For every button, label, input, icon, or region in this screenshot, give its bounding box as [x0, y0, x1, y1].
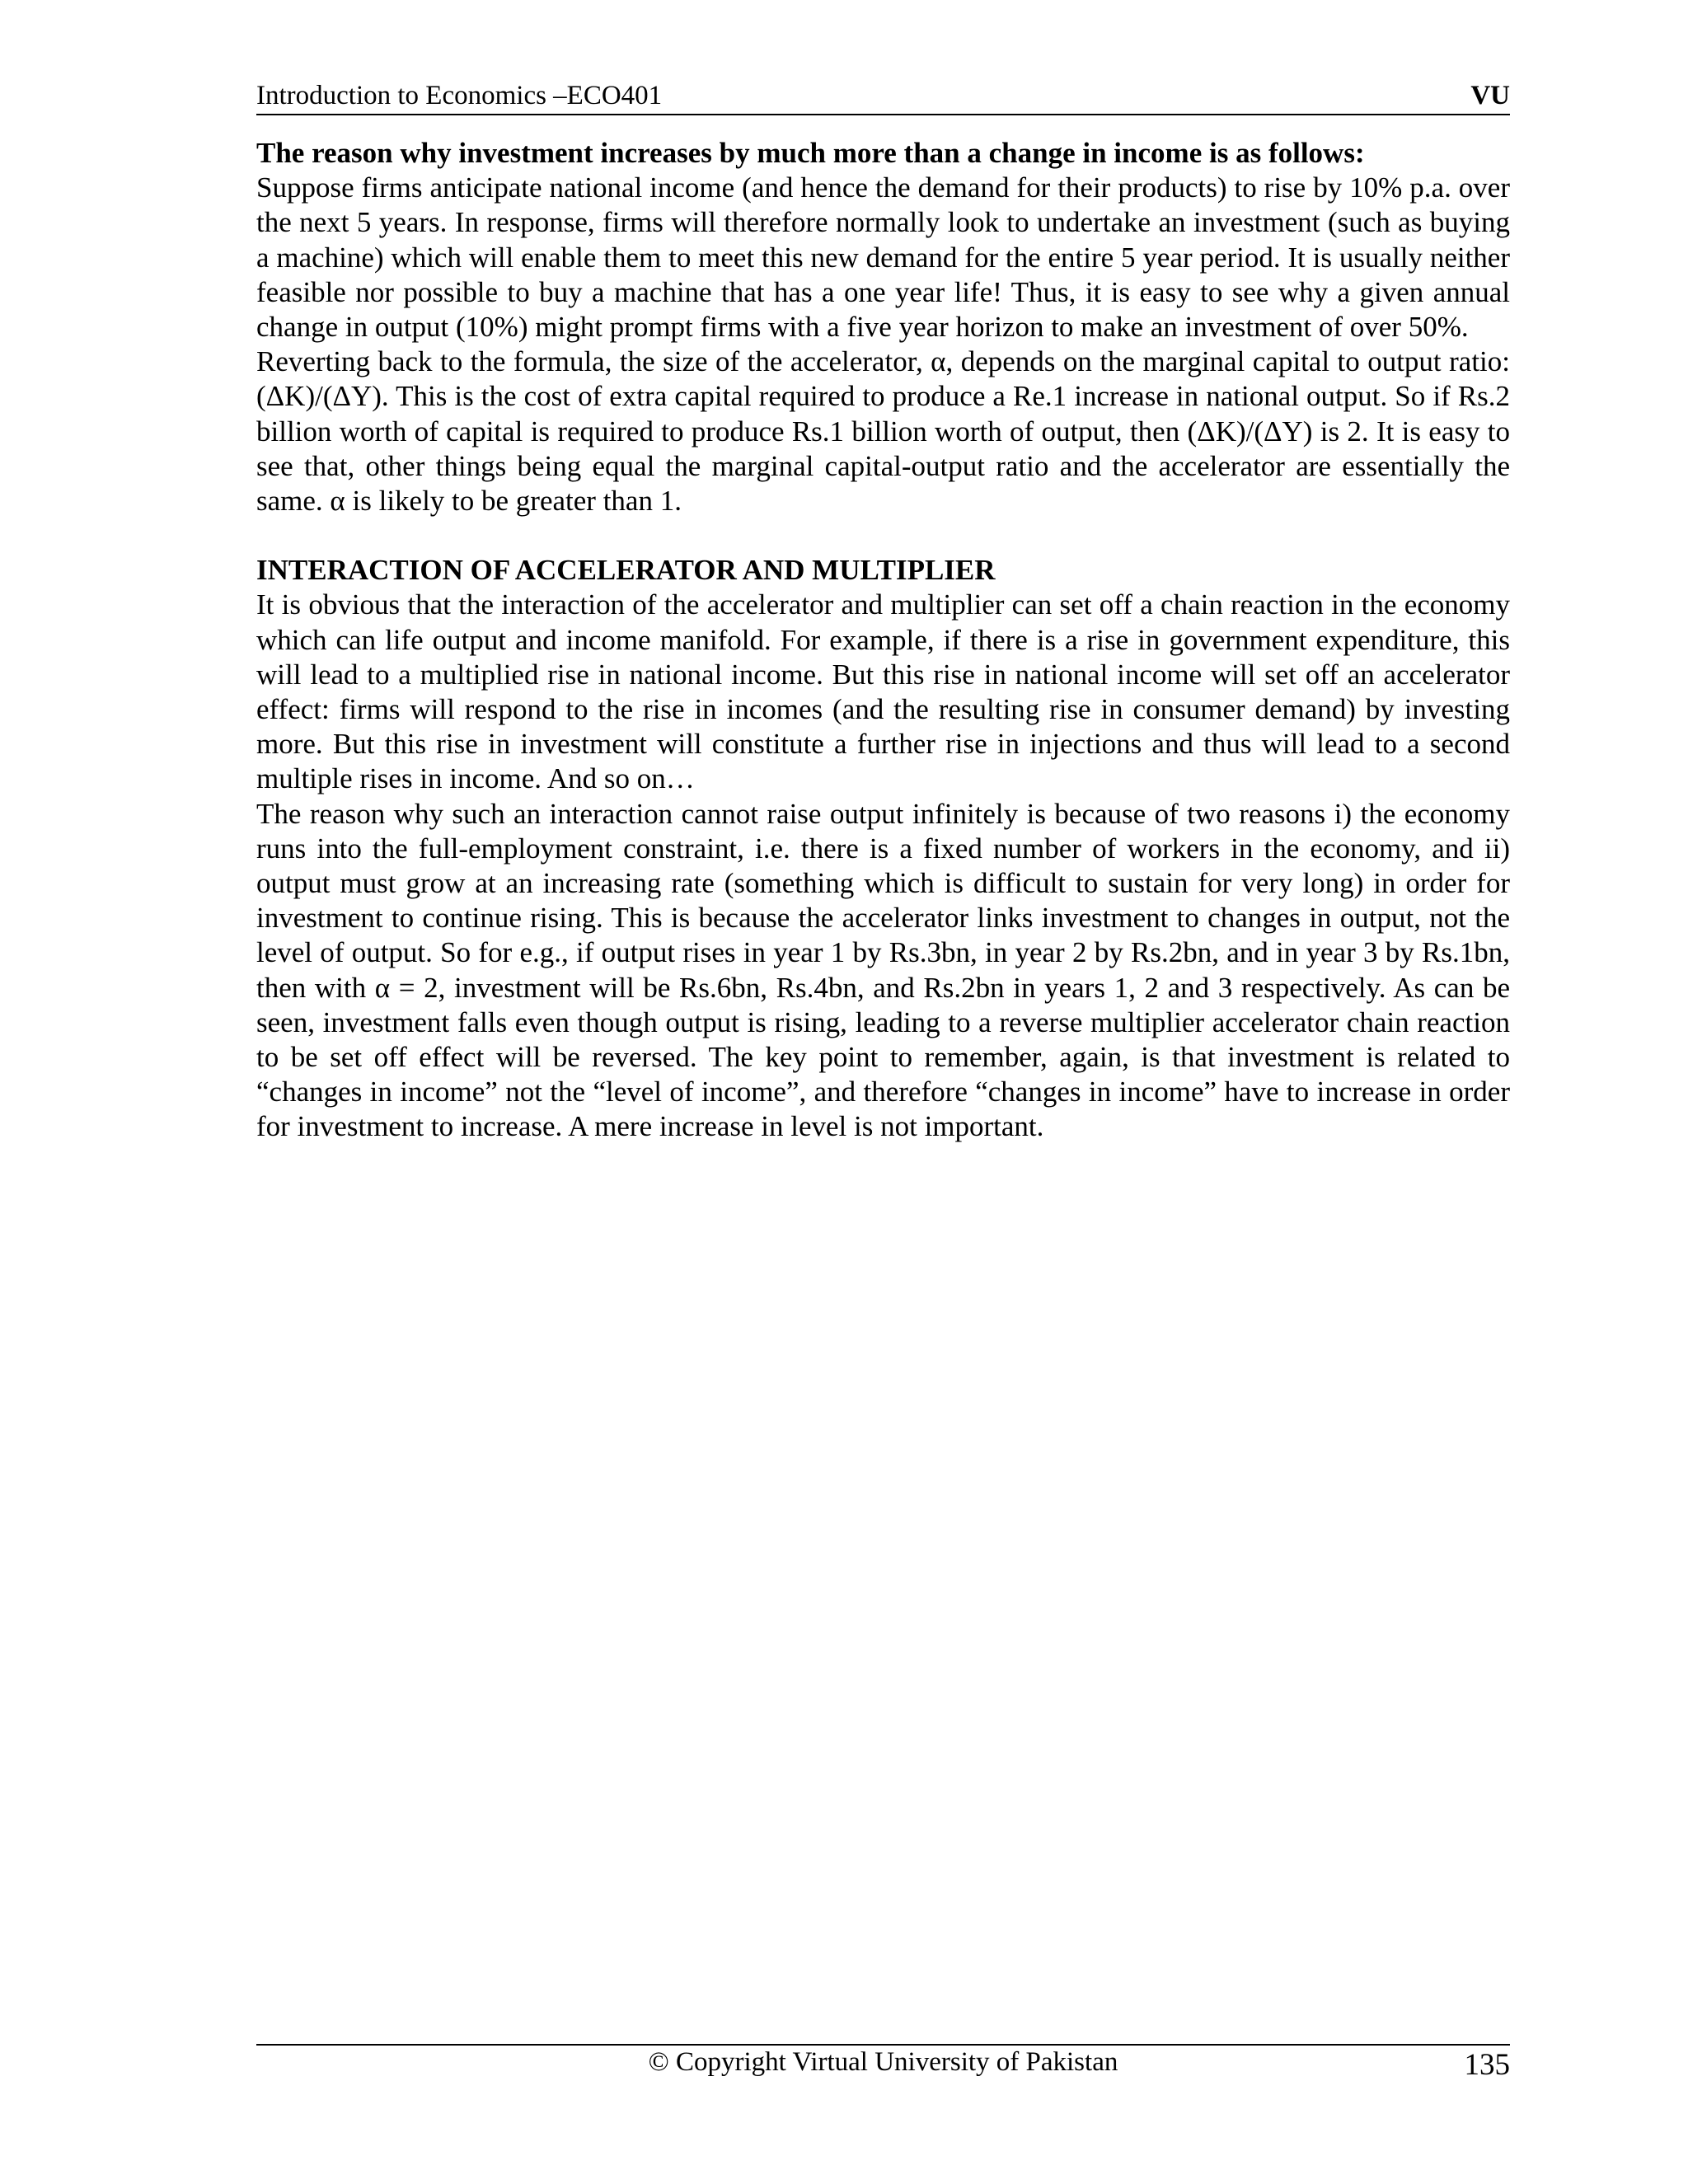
course-title: Introduction to Economics –ECO401 [256, 81, 663, 110]
paragraph-output-limits: The reason why such an interaction cannot raise output infinitely is because of two reasons i) the economy runs into the full-employment constraint, i.e. there is a fixed number of workers in the economy, and ii) output must grow at an increasing rate (something which is difficult to sustain for very long) in order for investment to continue rising. This is because the accelerator links investment to changes in output, not the level of output. So for e.g., if output rises in year 1 by Rs.3bn, in year 2 by Rs.2bn, and in year 3 by Rs.1bn, then with α = 2, investment will be Rs.6bn, Rs.4bn, and Rs.2bn in years 1, 2 and 3 respectively. As can be seen, investment falls even though output is rising, leading to a reverse multiplier accelerator chain reaction to be set off effect will be reversed. The key point to remember, again, is that investment is related to “changes in income” not the “level of income”, and therefore “changes in income” have to increase in order for investment to increase. A mere increase in level is not important. [256, 797, 1510, 1143]
page-number: 135 [1464, 2048, 1510, 2082]
paragraph-anticipated-income: Suppose firms anticipate national income (and hence the demand for their products) to rise by 10% p.a. over the next 5 years. In response, firms will therefore normally look to undertake an investment (such as buying a machine) which will enable them to meet this new demand for the entire 5 year period. It is usually neither feasible nor possible to buy a machine that has a one year life! Thus, it is easy to see why a given annual change in output (10%) might prompt firms with a five year horizon to make an investment of over 50%. [256, 171, 1510, 344]
paragraph-chain-reaction: It is obvious that the interaction of the accelerator and multiplier can set off a chain reaction in the economy which can life output and income manifold. For example, if there is a rise in government expenditure, this will lead to a multiplied rise in national income. But this rise in national income will set off an accelerator effect: firms will respond to the rise in incomes (and the resulting rise in consumer demand) by investing more. But this rise in investment will constitute a further rise in injections and thus will lead to a second multiple rises in income. And so on… [256, 588, 1510, 795]
section-heading-investment-reason: The reason why investment increases by much more than a change in income is as follows: [256, 137, 1365, 169]
section-heading-interaction: INTERACTION OF ACCELERATOR AND MULTIPLIER [256, 554, 996, 587]
paragraph-gap [256, 518, 1510, 553]
paragraph-accelerator-formula: Reverting back to the formula, the size of the accelerator, α, depends on the marginal capital to output ratio: (ΔK)/(ΔY). This is the cost of extra capital required to produce a Re.1 increase in national output. So if Rs.2 billion worth of capital is required to produce Rs.1 billion worth of output, then (ΔK)/(ΔY) is 2. It is easy to see that, other things being equal the marginal capital-output ratio and the accelerator are essentially the same. α is likely to be greater than 1. [256, 345, 1510, 518]
page-content [256, 136, 1510, 1145]
copyright-notice: © Copyright Virtual University of Pakistan [648, 2047, 1118, 2077]
vu-logo-text: VU [1470, 81, 1510, 110]
page-header [256, 79, 1510, 115]
footer-divider [256, 2044, 1510, 2046]
